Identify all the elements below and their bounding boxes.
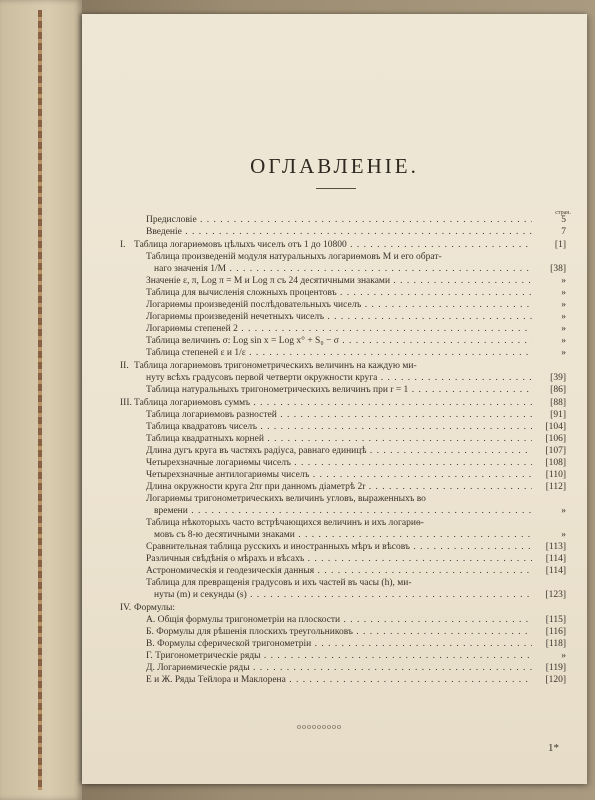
toc-entry — [120, 323, 566, 335]
title-rule — [316, 188, 356, 189]
toc-entry — [120, 335, 566, 347]
toc-entry-page: [88] — [550, 398, 566, 408]
toc-entry-page: [39] — [550, 373, 566, 383]
toc-entry-page: » — [561, 288, 566, 298]
page-title: ОГЛАВЛЕНІЕ. — [250, 154, 419, 178]
toc-entry-text: Значеніе ε, π, Log π = M и Log π съ 24 десятичными знаками . . . — [146, 275, 532, 287]
toc-entry-page: [107] — [545, 446, 566, 456]
toc-entry-page: [115] — [545, 615, 566, 625]
table-of-contents — [120, 214, 566, 686]
toc-entry-number: I. — [120, 240, 126, 250]
toc-entry-number: II. — [120, 361, 129, 371]
toc-entry — [120, 347, 566, 359]
toc-entry-page: » — [561, 506, 566, 516]
toc-entry — [120, 457, 566, 469]
toc-entry — [120, 299, 566, 311]
toc-entry-text: Четырехзначные антилогариѳмы чиселъ . . . — [146, 469, 532, 481]
toc-entry-text: Астрономическія и геодезическія данныя . . . — [146, 565, 532, 577]
toc-entry-page: [86] — [550, 385, 566, 395]
toc-entry-page: [118] — [545, 639, 566, 649]
toc-entry-text: Формулы: — [134, 603, 175, 613]
toc-entry-text: Таблица для вычисленія сложныхъ процентовъ . . . — [146, 287, 532, 299]
toc-entry-text: Логариѳмы тригонометрическихъ величинъ угловъ, выраженныхъ во — [146, 494, 426, 504]
toc-entry — [120, 674, 566, 686]
toc-entry — [120, 226, 566, 238]
toc-entry-text: Таблица логариѳмовъ суммъ . . . — [134, 397, 532, 409]
toc-entry — [120, 481, 566, 493]
toc-entry-text: Различныя свѣдѣнія о мѣрахъ и вѣсахъ . . . — [146, 553, 532, 565]
toc-entry-page: [104] — [545, 422, 566, 432]
toc-entry-text: Таблица произведеній модуля натуральныхъ логариѳмовъ M и его обрат- — [146, 252, 442, 262]
binding-thread — [38, 10, 42, 790]
toc-entry-text: Логариѳмы произведеній послѣдовательныхъ чиселъ . . . — [146, 299, 532, 311]
toc-entry — [120, 433, 566, 445]
toc-entry-text: Таблица натуральныхъ тригонометрическихъ величинъ при r = 1 . . . — [146, 384, 532, 396]
toc-entry-page: [114] — [545, 566, 566, 576]
toc-entry — [120, 421, 566, 433]
toc-entry-page: [120] — [545, 675, 566, 685]
toc-entry-page: [91] — [550, 410, 566, 420]
toc-entry — [120, 662, 566, 674]
toc-entry-page: [114] — [545, 554, 566, 564]
toc-entry-text: Логариѳмы степеней 2 . . . — [146, 323, 532, 335]
toc-entry-text: Сравнительная таблица русскихъ и иностранныхъ мѣръ и вѣсовъ . . . — [146, 541, 532, 553]
book-cover-left — [0, 0, 82, 800]
toc-entry-text: Таблица логариѳмовъ цѣлыхъ чиселъ отъ 1 до 10800 . . . — [134, 239, 532, 251]
toc-entry-text: Логариѳмы произведеній нечетныхъ чиселъ . . . — [146, 311, 532, 323]
toc-entry-text: наго значенія 1/M . . . — [154, 263, 532, 275]
toc-entry-text: времени . . . — [154, 505, 532, 517]
toc-entry-text: Введеніе . . . — [146, 226, 532, 238]
toc-entry-text: Таблица величинъ σ: Log sin x = Log x° + S₀ − σ . . . — [146, 335, 532, 347]
toc-entry-page: » — [561, 530, 566, 540]
toc-entry — [120, 602, 566, 614]
toc-entry-page: [1] — [554, 240, 566, 250]
toc-entry-text: Длина дугъ круга въ частяхъ радіуса, равнаго единицѣ . . . — [146, 445, 532, 457]
toc-entry-page: » — [561, 312, 566, 322]
toc-entry — [120, 311, 566, 323]
toc-entry-page: » — [561, 336, 566, 346]
toc-entry-text: А. Общія формулы тригонометріи на плоскости . . . — [146, 614, 532, 626]
toc-entry — [120, 372, 566, 384]
toc-entry-text: Таблица логариѳмовъ разностей . . . — [146, 409, 532, 421]
toc-entry-page: » — [561, 651, 566, 661]
toc-entry-page: [123] — [545, 590, 566, 600]
toc-entry — [120, 360, 566, 372]
toc-entry — [120, 275, 566, 287]
toc-entry-text: Таблица квадратныхъ корней . . . — [146, 433, 532, 445]
toc-entry — [120, 650, 566, 662]
toc-entry — [120, 397, 566, 409]
toc-entry — [120, 239, 566, 251]
toc-entry-page: » — [561, 300, 566, 310]
toc-entry-page: [108] — [545, 458, 566, 468]
toc-entry-text: Таблица логариѳмовъ тригонометрическихъ величинъ на каждую ми- — [134, 361, 417, 371]
toc-entry-page: [119] — [545, 663, 566, 673]
toc-entry-text: Таблица квадратовъ чиселъ . . . — [146, 421, 532, 433]
toc-entry — [120, 565, 566, 577]
toc-entry-page: 7 — [561, 227, 566, 237]
toc-entry-page: » — [561, 324, 566, 334]
toc-entry-page: [38] — [550, 264, 566, 274]
toc-entry — [120, 287, 566, 299]
toc-entry — [120, 638, 566, 650]
toc-entry — [120, 493, 566, 505]
toc-entry — [120, 469, 566, 481]
toc-entry-text: Длина окружности круга 2πr при данномъ діаметрѣ 2r . . . — [146, 481, 532, 493]
toc-entry — [120, 251, 566, 263]
toc-entry-text: Таблица степеней ε и 1/ε . . . — [146, 347, 532, 359]
toc-entry-text: Г. Тригонометрическіе ряды . . . — [146, 650, 532, 662]
toc-entry-text: Е и Ж. Ряды Тейлора и Маклорена . . . — [146, 674, 532, 686]
pages-column-header: стран. — [555, 210, 571, 216]
toc-entry — [120, 589, 566, 601]
toc-entry — [120, 541, 566, 553]
toc-entry-page: » — [561, 348, 566, 358]
toc-entry-text: Таблица нѣкоторыхъ часто встрѣчающихся величинъ и ихъ логариѳ- — [146, 518, 424, 528]
toc-entry-page: [112] — [545, 482, 566, 492]
toc-entry-text: Таблица для превращенія градусовъ и ихъ частей въ часы (h), ми- — [146, 578, 412, 588]
toc-entry-page: » — [561, 276, 566, 286]
toc-entry-text: мовъ съ 8-ю десятичными знаками . . . — [154, 529, 532, 541]
toc-entry-page: [113] — [545, 542, 566, 552]
toc-entry-page: [106] — [545, 434, 566, 444]
toc-entry-text: нуты (m) и секунды (s) . . . — [154, 589, 532, 601]
toc-entry-text: Четырехзначные логариѳмы чиселъ . . . — [146, 457, 532, 469]
toc-entry-text: В. Формулы сферической тригонометріи . . . — [146, 638, 532, 650]
toc-entry — [120, 553, 566, 565]
toc-entry — [120, 529, 566, 541]
toc-entry — [120, 384, 566, 396]
toc-entry-page: 5 — [561, 215, 566, 225]
toc-entry-number: III. — [120, 398, 132, 408]
book-page — [82, 14, 587, 784]
toc-entry-page: [116] — [545, 627, 566, 637]
toc-entry-text: Предисловіе . . . — [146, 214, 532, 226]
toc-entry-page: [110] — [545, 470, 566, 480]
toc-entry — [120, 517, 566, 529]
toc-entry — [120, 214, 566, 226]
toc-entry-text: Д. Логариѳмическіе ряды . . . — [146, 662, 532, 674]
toc-entry — [120, 409, 566, 421]
footer-ornament: ооооооооо — [297, 722, 342, 731]
toc-entry-number: IV. — [120, 603, 132, 613]
toc-entry — [120, 626, 566, 638]
toc-entry — [120, 614, 566, 626]
toc-entry — [120, 445, 566, 457]
toc-entry — [120, 577, 566, 589]
toc-entry — [120, 263, 566, 275]
toc-entry-text: Б. Формулы для рѣшенія плоскихъ треугольниковъ . . . — [146, 626, 532, 638]
toc-entry — [120, 505, 566, 517]
signature-mark: 1* — [548, 742, 559, 754]
toc-entry-text: нуту всѣхъ градусовъ первой четверти окружности круга . . . — [146, 372, 532, 384]
